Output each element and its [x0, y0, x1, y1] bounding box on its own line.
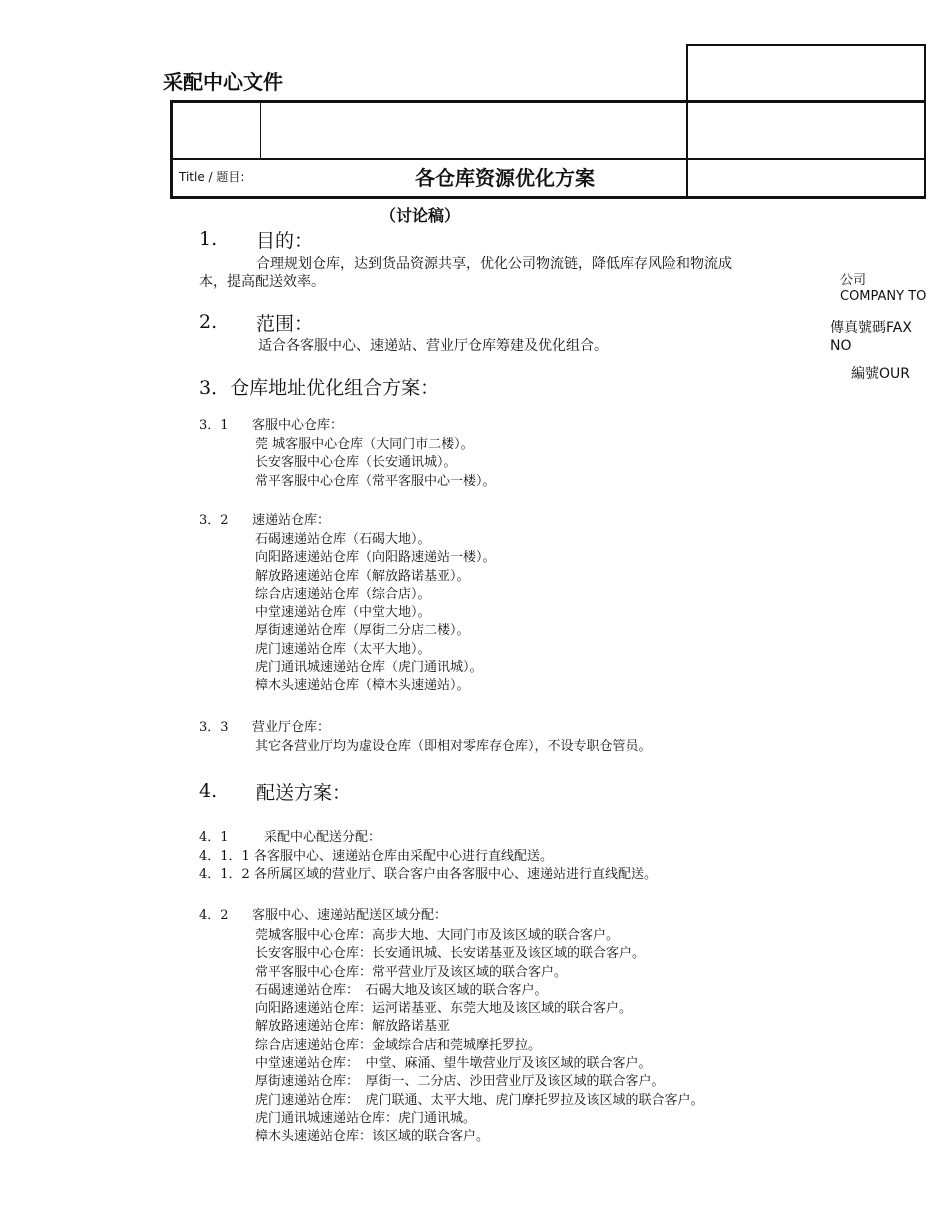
sub-3-2-list	[255, 531, 496, 696]
doc-title: 各仓库资源优化方案	[415, 166, 595, 190]
sub-3-3-title: 营业厅仓库：	[252, 720, 331, 735]
list-item: 石碣速递站仓库（石碣大地）。	[255, 532, 431, 547]
list-item: 长安客服中心仓库：长安通讯城、长安诺基亚及该区域的联合客户。	[255, 946, 646, 962]
list-item: 虎门速递站仓库（太平大地）。	[255, 641, 431, 657]
list-item: 厚街速递站仓库（厚街二分店二楼）。	[255, 623, 470, 639]
list-item: 综合店速递站仓库：金域综合店和莞城摩托罗拉。	[255, 1037, 542, 1053]
section-4-title: 配送方案：	[256, 782, 352, 804]
sub-4-1-num: 4．1	[199, 830, 229, 845]
list-item: 虎门通讯城速递站仓库：虎门通讯城。	[255, 1110, 477, 1126]
sub-4-2-list	[255, 927, 704, 1147]
list-item: 4．1．1 各客服中心、速递站仓库由采配中心进行直线配送。	[199, 849, 553, 864]
sub-3-1-num: 3．1	[199, 418, 229, 433]
list-item: 石碣速递站仓库： 石碣大地及该区域的联合客户。	[255, 982, 548, 998]
section-2-body: 适合各客服中心、速递站、营业厅仓库筹建及优化组合。	[258, 338, 608, 354]
table-border	[170, 100, 926, 103]
table-border	[686, 44, 926, 46]
sub-3-2-num: 3．2	[199, 513, 229, 528]
list-item: 樟木头速递站仓库（樟木头速递站）。	[255, 678, 470, 694]
section-1-body-cont: 本，提高配送效率。	[199, 274, 325, 290]
table-border	[686, 44, 688, 199]
doc-subtitle: （讨论稿）	[380, 206, 461, 225]
list-item: 综合店速递站仓库（综合店）。	[255, 586, 431, 602]
list-item: 常平客服中心仓库（常平客服中心一楼）。	[255, 473, 496, 489]
sub-3-3-num: 3．3	[199, 720, 229, 735]
section-4-num: 4.	[199, 780, 218, 802]
table-border	[170, 196, 926, 199]
list-item: 厚街速递站仓库： 厚街一、二分店、沙田营业厅及该区域的联合客户。	[255, 1074, 665, 1090]
list-item: 樟木头速递站仓库：该区域的联合客户。	[255, 1129, 490, 1145]
list-item: 虎门速递站仓库： 虎门联通、太平大地、虎门摩托罗拉及该区域的联合客户。	[255, 1092, 704, 1108]
section-1-title: 目的：	[256, 230, 314, 252]
table-border	[260, 100, 261, 159]
list-item: 中堂速递站仓库： 中堂、麻涌、望牛墩营业厅及该区域的联合客户。	[255, 1056, 652, 1072]
list-item: 常平客服中心仓库：常平营业厅及该区域的联合客户。	[255, 964, 568, 980]
sub-3-1-list	[255, 436, 496, 491]
sub-4-1-list	[199, 848, 657, 885]
table-border	[924, 44, 926, 199]
title-label: Title / 题目:	[179, 170, 245, 184]
section-1-body: 合理规划仓库，达到货品资源共享，优化公司物流链，降低库存风险和物流成	[256, 256, 732, 272]
list-item: 解放路速递站仓库：解放路诺基亚	[255, 1019, 451, 1035]
list-item: 解放路速递站仓库（解放路诺基亚）。	[255, 568, 470, 584]
section-2-title: 范围：	[256, 313, 314, 335]
list-item: 莞城客服中心仓库：高步大地、大同门市及该区域的联合客户。	[255, 928, 620, 943]
company-label: 公司 COMPANY TO	[840, 273, 927, 304]
list-item: 向阳路速递站仓库（向阳路速递站一楼）。	[255, 550, 496, 566]
sub-4-2-num: 4．2	[199, 908, 229, 923]
table-border	[170, 100, 173, 199]
list-item: 4．1．2 各所属区域的营业厅、联合客户由各客服中心、速递站进行直线配送。	[199, 867, 657, 883]
sub-4-1-title: 采配中心配送分配：	[264, 830, 382, 845]
our-ref-label: 編號OUR	[851, 366, 910, 382]
sub-3-1-title: 客服中心仓库：	[252, 418, 344, 433]
sub-3-3-list	[255, 738, 652, 756]
table-border	[170, 158, 926, 160]
list-item: 长安客服中心仓库（长安通讯城）。	[255, 455, 457, 471]
sub-4-2-title: 客服中心、速递站配送区域分配：	[252, 908, 448, 923]
fax-label: 傳真號碼FAX NO	[830, 320, 912, 354]
section-1-num: 1.	[199, 228, 218, 250]
list-item: 中堂速递站仓库（中堂大地）。	[255, 605, 431, 621]
section-2-num: 2.	[199, 311, 218, 333]
section-3-title: 3．仓库地址优化组合方案：	[199, 377, 440, 399]
list-item: 虎门通讯城速递站仓库（虎门通讯城）。	[255, 660, 483, 676]
list-item: 莞 城客服中心仓库（大同门市二楼）。	[255, 437, 474, 452]
sub-3-2-title: 速递站仓库：	[252, 513, 331, 528]
list-item: 其它各营业厅均为虚设仓库（即相对零库存仓库），不设专职仓管员。	[255, 739, 652, 754]
org-title: 采配中心文件	[163, 70, 283, 94]
list-item: 向阳路速递站仓库：运河诺基亚、东莞大地及该区域的联合客户。	[255, 1001, 633, 1017]
